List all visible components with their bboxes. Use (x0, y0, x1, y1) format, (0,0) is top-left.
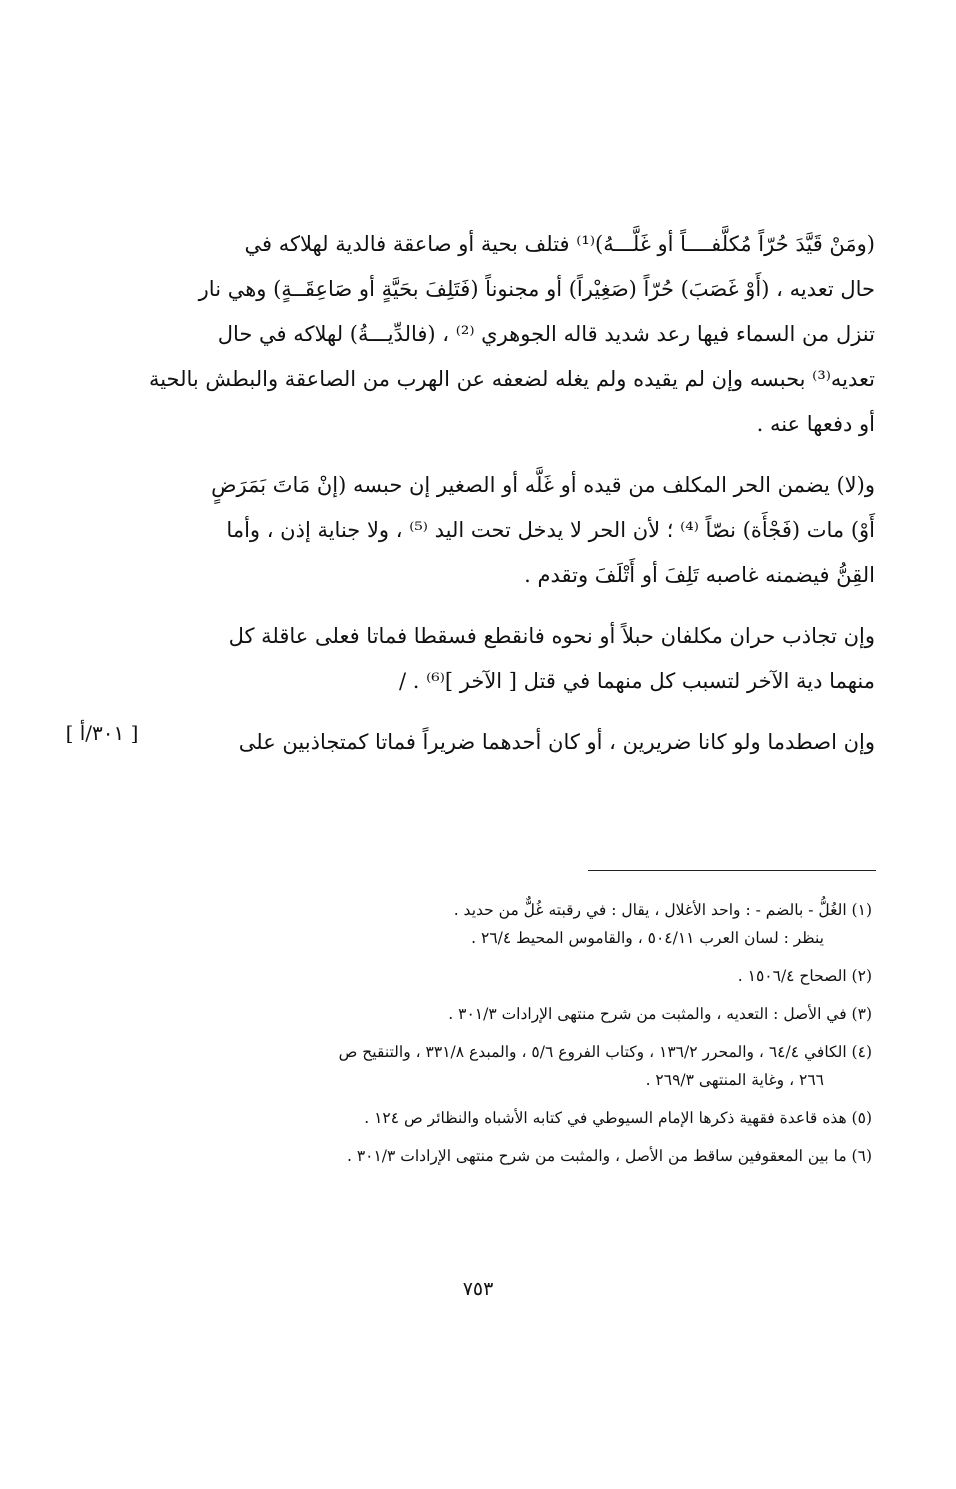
footnote-divider (588, 870, 876, 871)
text-line: تنزل من السماء فيها رعد شديد قاله الجوهري ⁽²⁾ ، (فالدِّيـــةُ) لهلاكه في حال (217, 322, 875, 346)
text-line: القِنُّ فيضمنه غاصبه تَلِفَ أو أَتْلَفَ وتقدم . (524, 563, 875, 587)
footnotes (120, 900, 872, 1184)
page-number: ٧٥٣ (462, 1278, 494, 1300)
text-line: وإن تجاذب حران مكلفان حبلاً أو نحوه فانقطع فسقطا فماتا فعلى عاقلة كل (228, 624, 875, 648)
paragraph-3 (140, 614, 875, 704)
text-line: و(لا) يضمن الحر المكلف من قيده أو غَلَّه أو الصغير إن حبسه (إنْ مَاتَ بَمَرَضٍ (211, 473, 875, 497)
footnote-3 (120, 1004, 872, 1024)
footnote-2 (120, 966, 872, 986)
paragraph-2 (140, 463, 875, 598)
footnote-5 (120, 1108, 872, 1128)
paragraph-4 (140, 720, 875, 765)
text-line: تعديه⁽³⁾ بحبسه وإن لم يقيده ولم يغله لضعفه عن الهرب من الصاعقة والبطش بالحية (148, 367, 875, 391)
text-line: أَوْ) مات (فَجْأَة) نصّاً ⁽⁴⁾ ؛ لأن الحر لا يدخل تحت اليد ⁽⁵⁾ ، ولا جناية إذن ، وأما (226, 518, 875, 542)
text-line: (ومَنْ قَيَّدَ حُرّاً مُكلَّفــــاً أو غَلَّـــهُ)⁽¹⁾ فتلف بحية أو صاعقة فالدية لهلاكه في (244, 232, 875, 256)
footnote-line: ٢٦٦ ، وغاية المنتهى ٢٦٩/٣ . (645, 1071, 824, 1089)
footnote-1 (120, 900, 872, 948)
footnote-line: (٤) الكافي ٦٤/٤ ، والمحرر ١٣٦/٢ ، وكتاب الفروع ٥/٦ ، والمبدع ٣٣١/٨ ، والتنقيح ص (338, 1043, 872, 1061)
manuscript-folio-reference: [ ٣٠١/أ ] (65, 721, 139, 745)
text-line: وإن اصطدما ولو كانا ضريرين ، أو كان أحدهما ضريراً فماتا كمتجاذبين على (238, 730, 875, 754)
footnote-line: (٢) الصحاح ١٥٠٦/٤ . (737, 967, 872, 985)
footnote-6 (120, 1146, 872, 1166)
text-line: منهما دية الآخر لتسبب كل منهما في قتل [ الآخر ]⁽⁶⁾ . / (399, 669, 875, 693)
footnote-line: (٦) ما بين المعقوفين ساقط من الأصل ، والمثبت من شرح منتهى الإرادات ٣٠١/٣ . (346, 1147, 872, 1165)
footnote-line: (٣) في الأصل : التعديه ، والمثبت من شرح منتهى الإرادات ٣٠١/٣ . (448, 1005, 872, 1023)
text-line: أو دفعها عنه . (756, 412, 875, 436)
footnote-line: (٥) هذه قاعدة فقهية ذكرها الإمام السيوطي في كتابه الأشباه والنظائر ص ١٢٤ . (364, 1109, 872, 1127)
text-line: حال تعديه ، (أَوْ غَصَبَ) حُرّاً (صَغِيْراً) أو مجنوناً (فَتَلِفَ بحَيَّةٍ أو صَاعِقَــةٍ) وهي نار (198, 277, 875, 301)
footnote-line: (١) الغُلُّ - بالضم - : واحد الأغلال ، يقال : في رقبته غُلٌّ من حديد . (453, 901, 872, 919)
main-text (140, 222, 875, 781)
footnote-line: ينظر : لسان العرب ٥٠٤/١١ ، والقاموس المحيط ٢٦/٤ . (471, 929, 824, 947)
paragraph-1 (140, 222, 875, 447)
footnote-4 (120, 1042, 872, 1090)
